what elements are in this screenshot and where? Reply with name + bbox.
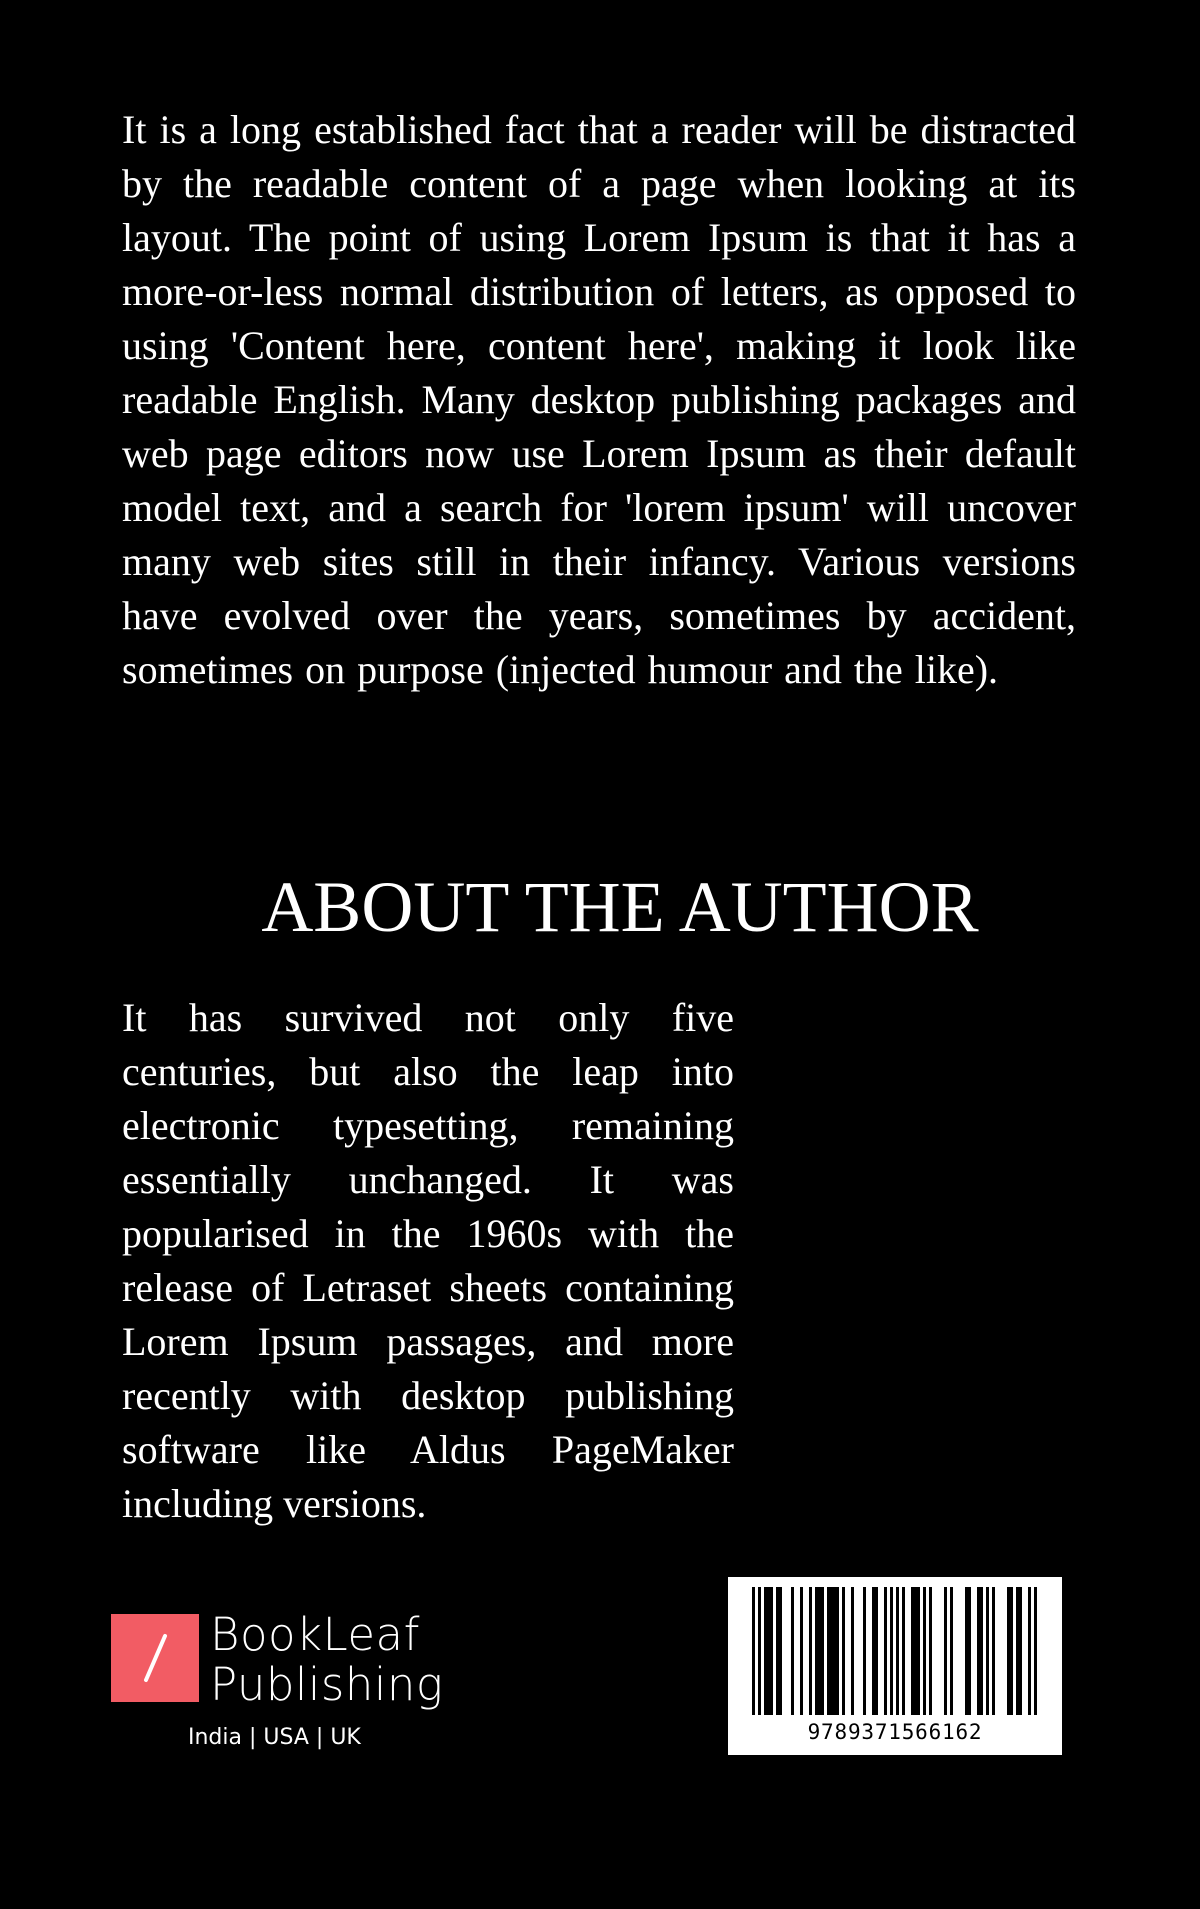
barcode-bar — [890, 1587, 893, 1715]
publisher-countries: India | USA | UK — [188, 1725, 361, 1750]
publisher-name — [210, 1610, 443, 1710]
barcode-bar — [758, 1587, 761, 1715]
barcode-bar — [851, 1587, 854, 1715]
publisher-logo — [111, 1608, 451, 1764]
barcode-bar — [986, 1587, 989, 1715]
blurb-text: It is a long established fact that a reader will be distracted by the readable content of a page when looking at its layout. The point of using Lorem Ipsum is that it has a more-or-less normal distribution of letters, as opposed to using 'Content here, content here', making it look like readable English. Many desktop publishing packages and web page editors now use Lorem Ipsum as their default model text, and a search for 'lorem ipsum' will uncover many web sites still in their infancy. Various versions have evolved over the years, sometimes by accident, sometimes on purpose (injected humour and the like). — [122, 107, 1076, 692]
barcode-bar — [977, 1587, 983, 1715]
barcode-bar — [944, 1587, 947, 1715]
barcode-bar — [992, 1587, 995, 1715]
barcode-bar — [863, 1587, 866, 1715]
barcode-bar — [1034, 1587, 1037, 1715]
isbn-barcode — [728, 1577, 1062, 1755]
barcode-bar — [827, 1587, 839, 1715]
publisher-name-line2: Publishing — [210, 1658, 444, 1711]
barcode-bar — [884, 1587, 887, 1715]
barcode-bar — [764, 1587, 773, 1715]
barcode-bar — [872, 1587, 878, 1715]
barcode-bar — [902, 1587, 905, 1715]
barcode-bar — [1028, 1587, 1031, 1715]
barcode-bar — [929, 1587, 932, 1715]
isbn-number: 9789371566162 — [807, 1720, 983, 1744]
barcode-bar — [965, 1587, 971, 1715]
barcode-bar — [896, 1587, 899, 1715]
barcode-bar — [800, 1587, 803, 1715]
about-author-heading: ABOUT THE AUTHOR — [261, 867, 979, 947]
barcode-bar — [1007, 1587, 1013, 1715]
barcode-bar — [815, 1587, 824, 1715]
barcode-bar — [950, 1587, 953, 1715]
barcode-bar — [791, 1587, 794, 1715]
barcode-bar — [752, 1587, 755, 1715]
author-bio-text: It has survived not only five centuries, but also the leap into electronic typesetting, remaining essentially unchanged. It was popularised in the 1960s with the release of Letraset sheets containing Lorem Ipsum passages, and more recently with desktop publishing software like Aldus PageMaker including versions. — [122, 995, 734, 1526]
slash-logo-icon — [111, 1614, 199, 1702]
publisher-name-line1: BookLeaf — [210, 1608, 420, 1661]
barcode-bar — [923, 1587, 926, 1715]
barcode-bar — [776, 1587, 782, 1715]
barcode-bar — [1016, 1587, 1022, 1715]
barcode-bar — [911, 1587, 920, 1715]
barcode-bar — [842, 1587, 845, 1715]
barcode-bar — [809, 1587, 812, 1715]
